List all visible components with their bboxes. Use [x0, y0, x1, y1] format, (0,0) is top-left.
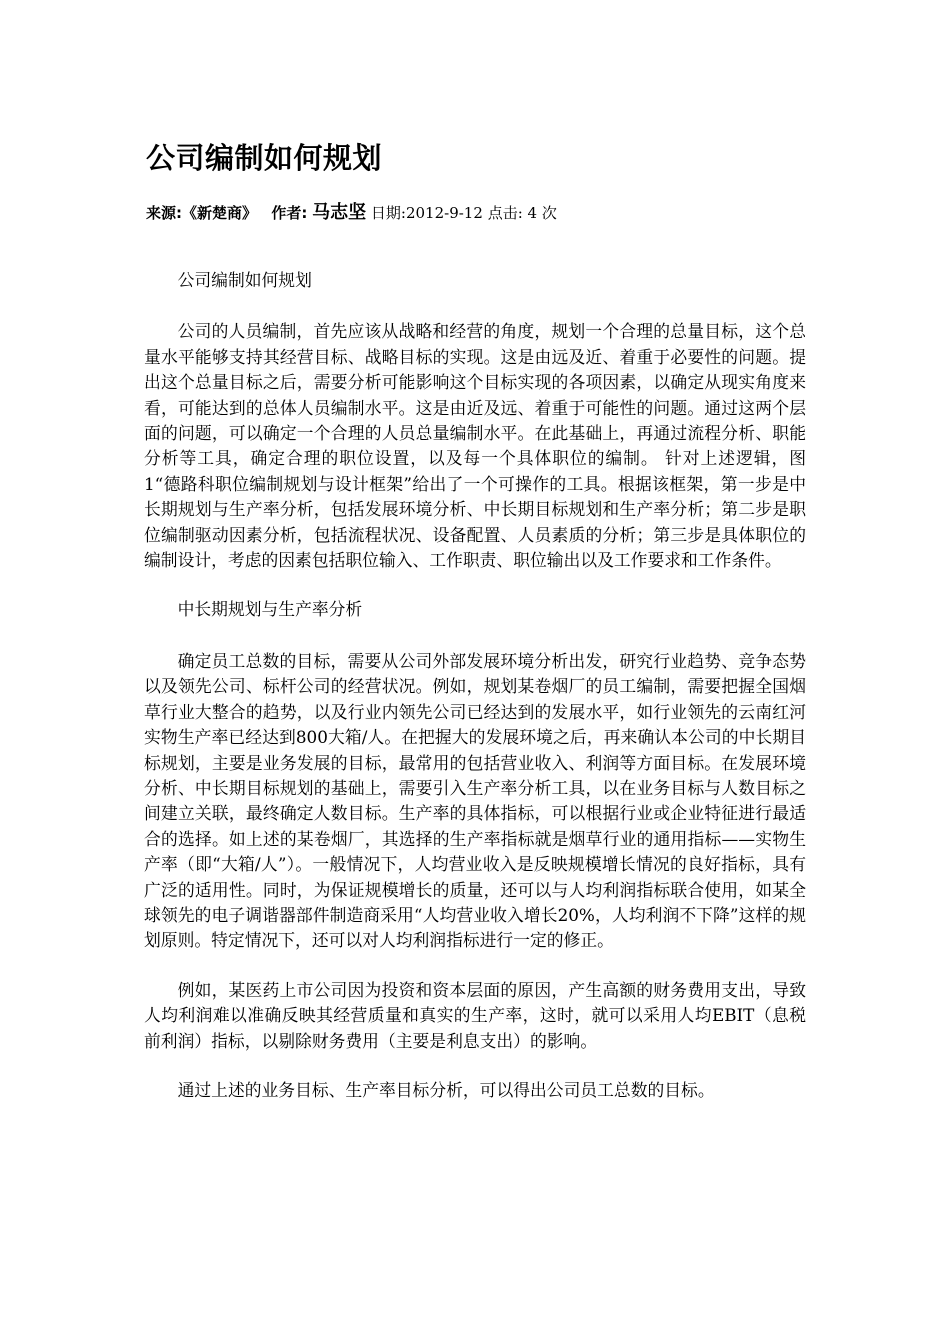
source-value: 《新楚商》 — [182, 204, 258, 222]
body-paragraph: 通过上述的业务目标、生产率目标分析，可以得出公司员工总数的目标。 — [177, 1079, 715, 1100]
date-value: 2012-9-12 — [405, 204, 483, 222]
date-label: 日期: — [370, 204, 406, 222]
author-label: 作者: — [271, 204, 308, 222]
clicks-value: 4 — [527, 204, 538, 222]
author-name: 马志坚 — [312, 202, 367, 223]
body-paragraph: 公司的人员编制，首先应该从战略和经营的角度，规划一个合理的总量目标，这个总量水平能够支持其经营目标、战略目标的实现。这是由远及近、着重于必要性的问题。提出这个总量目标之后，需要分析可能影响这个目标实现的各项因素，以确定从现实角度来看，可能达到的总体人员编制水平。这是由近及远、着重于可能性的问题。通过这两个层面的问题，可以确定一个合理的人员总量编制水平。在此基础上，再通过流程分析、职能分析等工具，确定合理的职位设置，以及每一个具体职位的编制。 针对上述逻辑，图1“德路科职位编制规划与设计框架”给出了一个可操作的工具。根据该框架，第一步是中长期规划与生产率分析，包括发展环境分析、中长期目标规划和生产率分析；第二步是职位编制驱动因素分析，包括流程状况、设备配置、人员素质的分析；第三步是具体职位的编制设计，考虑的因素包括职位输入、工作职责、职位输出以及工作要求和工作条件。 — [144, 321, 806, 571]
article-body — [144, 268, 806, 1127]
section-heading: 中长期规划与生产率分析 — [177, 599, 363, 620]
body-paragraph: 例如，某医药上市公司因为投资和资本层面的原因，产生高额的财务费用支出，导致人均利润难以准确反映其经营质量和真实的生产率，这时，就可以采用人均EBIT（息税前利润）指标，以剔除财务费用（主要是利息支出）的影响。 — [144, 979, 806, 1051]
section-heading: 公司编制如何规划 — [177, 270, 312, 290]
clicks-label: 点击: — [487, 204, 523, 222]
body-paragraph: 确定员工总数的目标，需要从公司外部发展环境分析出发，研究行业趋势、竞争态势以及领先公司、标杆公司的经营状况。例如，规划某卷烟厂的员工编制，需要把握全国烟草行业大整合的趋势，以及行业内领先公司已经达到的发展水平，如行业领先的云南红河实物生产率已经达到800大箱/人。在把握大的发展环境之后，再来确认本公司的中长期目标规划，主要是业务发展的目标，最常用的包括营业收入、利润等方面目标。在发展环境分析、中长期目标规划的基础上，需要引入生产率分析工具，以在业务目标与人数目标之间建立关联，最终确定人数目标。生产率的具体指标，可以根据行业或企业特征进行最适合的选择。如上述的某卷烟厂，其选择的生产率指标就是烟草行业的通用指标——实物生产率（即“大箱/人”）。一般情况下，人均营业收入是反映规模增长情况的良好指标，具有广泛的适用性。同时，为保证规模增长的质量，还可以与人均利润指标联合使用，如某全球领先的电子调谐器部件制造商采用“人均营业收入增长20%，人均利润不下降”这样的规划原则。特定情况下，还可以对人均利润指标进行一定的修正。 — [144, 650, 806, 951]
article-meta — [146, 198, 557, 224]
article-title: 公司编制如何规划 — [146, 141, 383, 175]
source-label: 来源: — [146, 204, 182, 222]
clicks-unit: 次 — [541, 204, 557, 222]
